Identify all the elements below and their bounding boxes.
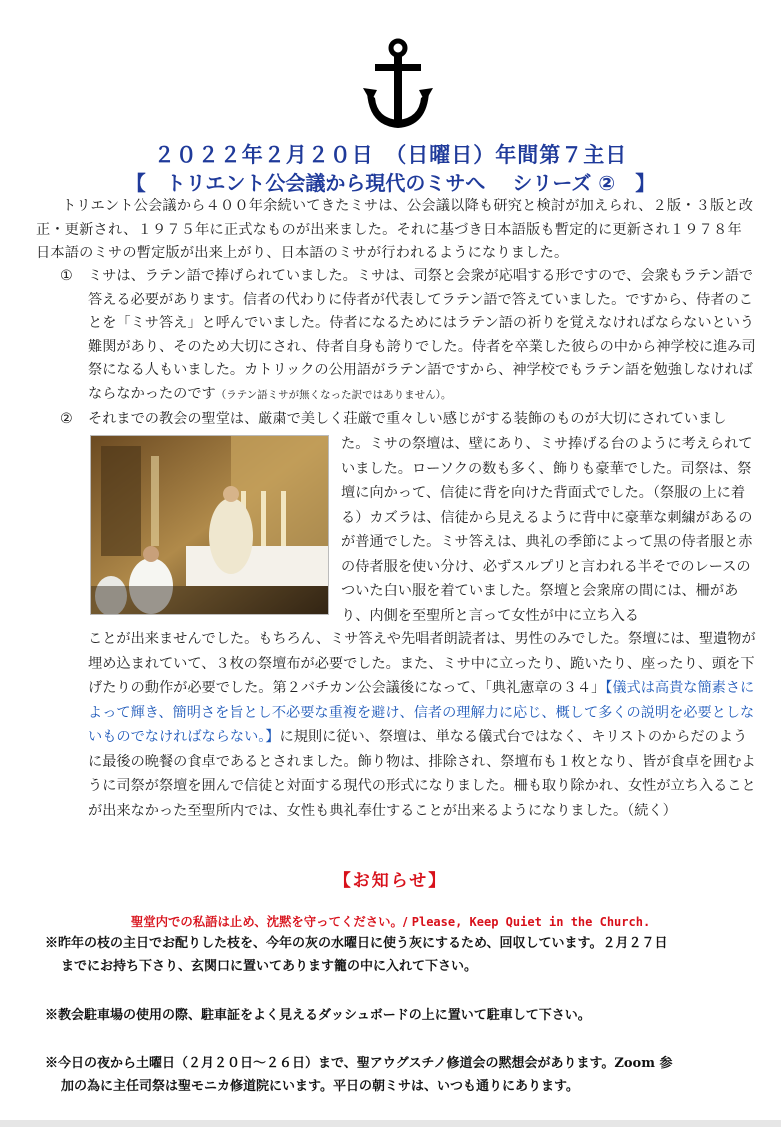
intro-paragraph xyxy=(36,195,756,266)
item-number: ① xyxy=(60,268,73,284)
item-body-continued xyxy=(88,627,756,823)
notice-item xyxy=(45,1052,759,1098)
intro-text: トリエント公会議から４００年余続いてきたミサは、公会議以降も研究と検討が加えられ、２版・３版と改正・更新され、１９７５年に正式なものが出来ました。それに基づき日本語版も暫定的に更新され１９７８年日本語のミサの暫定版が出来上がり、日本語のミサが行われるようになりました。 xyxy=(36,198,754,262)
quiet-en: Please, Keep Quiet in the Church. xyxy=(411,915,651,929)
notice-item xyxy=(45,932,759,978)
item-text-b: に規則に従い、祭壇は、単なる儀式台ではなく、キリストのからだのように最後の晩餐の食卓であるとされました。飾り物は、排除され、祭壇布も１枚となり、皆が食卓を囲むように司祭が祭壇を囲んで信徒と対面する現代の形式になりました。柵も取り除かれ、女性が立ち入ることが出来なかった至聖所内では、女性も典礼奉仕することが出来るようになりました。（続く） xyxy=(88,729,756,819)
anchor-icon xyxy=(363,38,433,132)
notice-text: ※今日の夜から土曜日（２月２０日～２６日）まで、聖アウグスチノ修道会の黙想会があります。Zoom 参 xyxy=(45,1056,673,1071)
liturgy-quote: 【儀式は高貴な簡素さによって輝き、簡明さを旨とし不必要な重複を避け、信者の理解力に応じ、概して多くの説明を必要としないものでなければならない。】 xyxy=(88,680,755,745)
list-item xyxy=(60,408,760,432)
bulletin-date: ２０２２年２月２０日 （日曜日）年間第７主日 xyxy=(153,143,628,167)
announcements-heading: 【お知らせ】 xyxy=(333,871,448,891)
notice-text-cont: 加の為に主任司祭は聖モニカ修道院にいます。平日の朝ミサは、いつも通りにあります。 xyxy=(61,1079,579,1094)
item-note: （ラテン語ミサが無くなった訳ではありません）。 xyxy=(215,388,452,401)
item-text-a: ことが出来ませんでした。もちろん、ミサ答えや先唱者朗読者は、男性のみでした。祭壇には、聖遺物が埋め込まれていて、３枚の祭壇布が必要でした。また、ミサ中に立ったり、跪いたり、座ったり、頭を下げたりの動作が必要でした。第２バチカン公会議後になって、「典礼憲章の３４」 xyxy=(88,631,756,696)
item-number: ② xyxy=(60,411,73,427)
item-body: ミサは、ラテン語で捧げられていました。ミサは、司祭と会衆が応唱する形ですので、会衆もラテン語で答える必要があります。信者の代わりに侍者が代表してラテン語で答えていました。ですから、侍者のことを「ミサ答え」と呼んでいました。侍者になるためにはラテン語の祈りを覚えなければならないという難関があり、そのため大切にされ、侍者自身も誇りでした。侍者を卒業した彼らの中から神学校に進み司祭になる人もいました。カトリックの公用語がラテン語ですから、神学校でもラテン語を勉強しなければならなかったのです xyxy=(88,268,756,402)
notice-text-cont: までにお持ち下さり、玄関口に置いてあります籠の中に入れて下さい。 xyxy=(61,959,478,974)
item-first-line: それまでの教会の聖堂は、厳粛で美しく荘厳で重々しい感じがする装飾のものが大切にされていまし xyxy=(88,411,727,427)
quiet-request xyxy=(0,912,781,930)
series-title: 【 トリエント公会議から現代のミサへ シリーズ ② 】 xyxy=(125,171,656,195)
notice-text: ※昨年の枝の主日でお配りした枝を、今年の灰の水曜日に使う灰にするため、回収しています。２月２７日 xyxy=(45,936,668,951)
list-item xyxy=(60,265,760,408)
page-bottom-edge xyxy=(0,1120,781,1127)
item-body: た。ミサの祭壇は、壁にあり、ミサ捧げる台のように考えられていました。ローソクの数も多く、飾りも豪華でした。司祭は、祭壇に向かって、信徒に背を向けた背面式でした。（祭服の上に着る）カズラは、信徒から見えるように背中に豪華な刺繍があるのが普通でした。ミサ答えは、典礼の季節によって黒の侍者服と赤の侍者服を使い分け、必ずスルプリと言われる半そでのレースのついた白い服を着ていました。祭壇と会衆席の間には、柵があり、内側を至聖所と言って女性が中に立ち入る xyxy=(341,436,753,624)
item-text xyxy=(88,265,760,408)
notice-text: ※教会駐車場の使用の際、駐車証をよく見えるダッシュボードの上に置いて駐車して下さい。 xyxy=(45,1008,591,1023)
notice-item xyxy=(45,1004,759,1027)
quiet-jp: 聖堂内での私語は止め、沈黙を守ってください。/ xyxy=(130,914,412,929)
mass-photo-icon xyxy=(90,435,329,615)
